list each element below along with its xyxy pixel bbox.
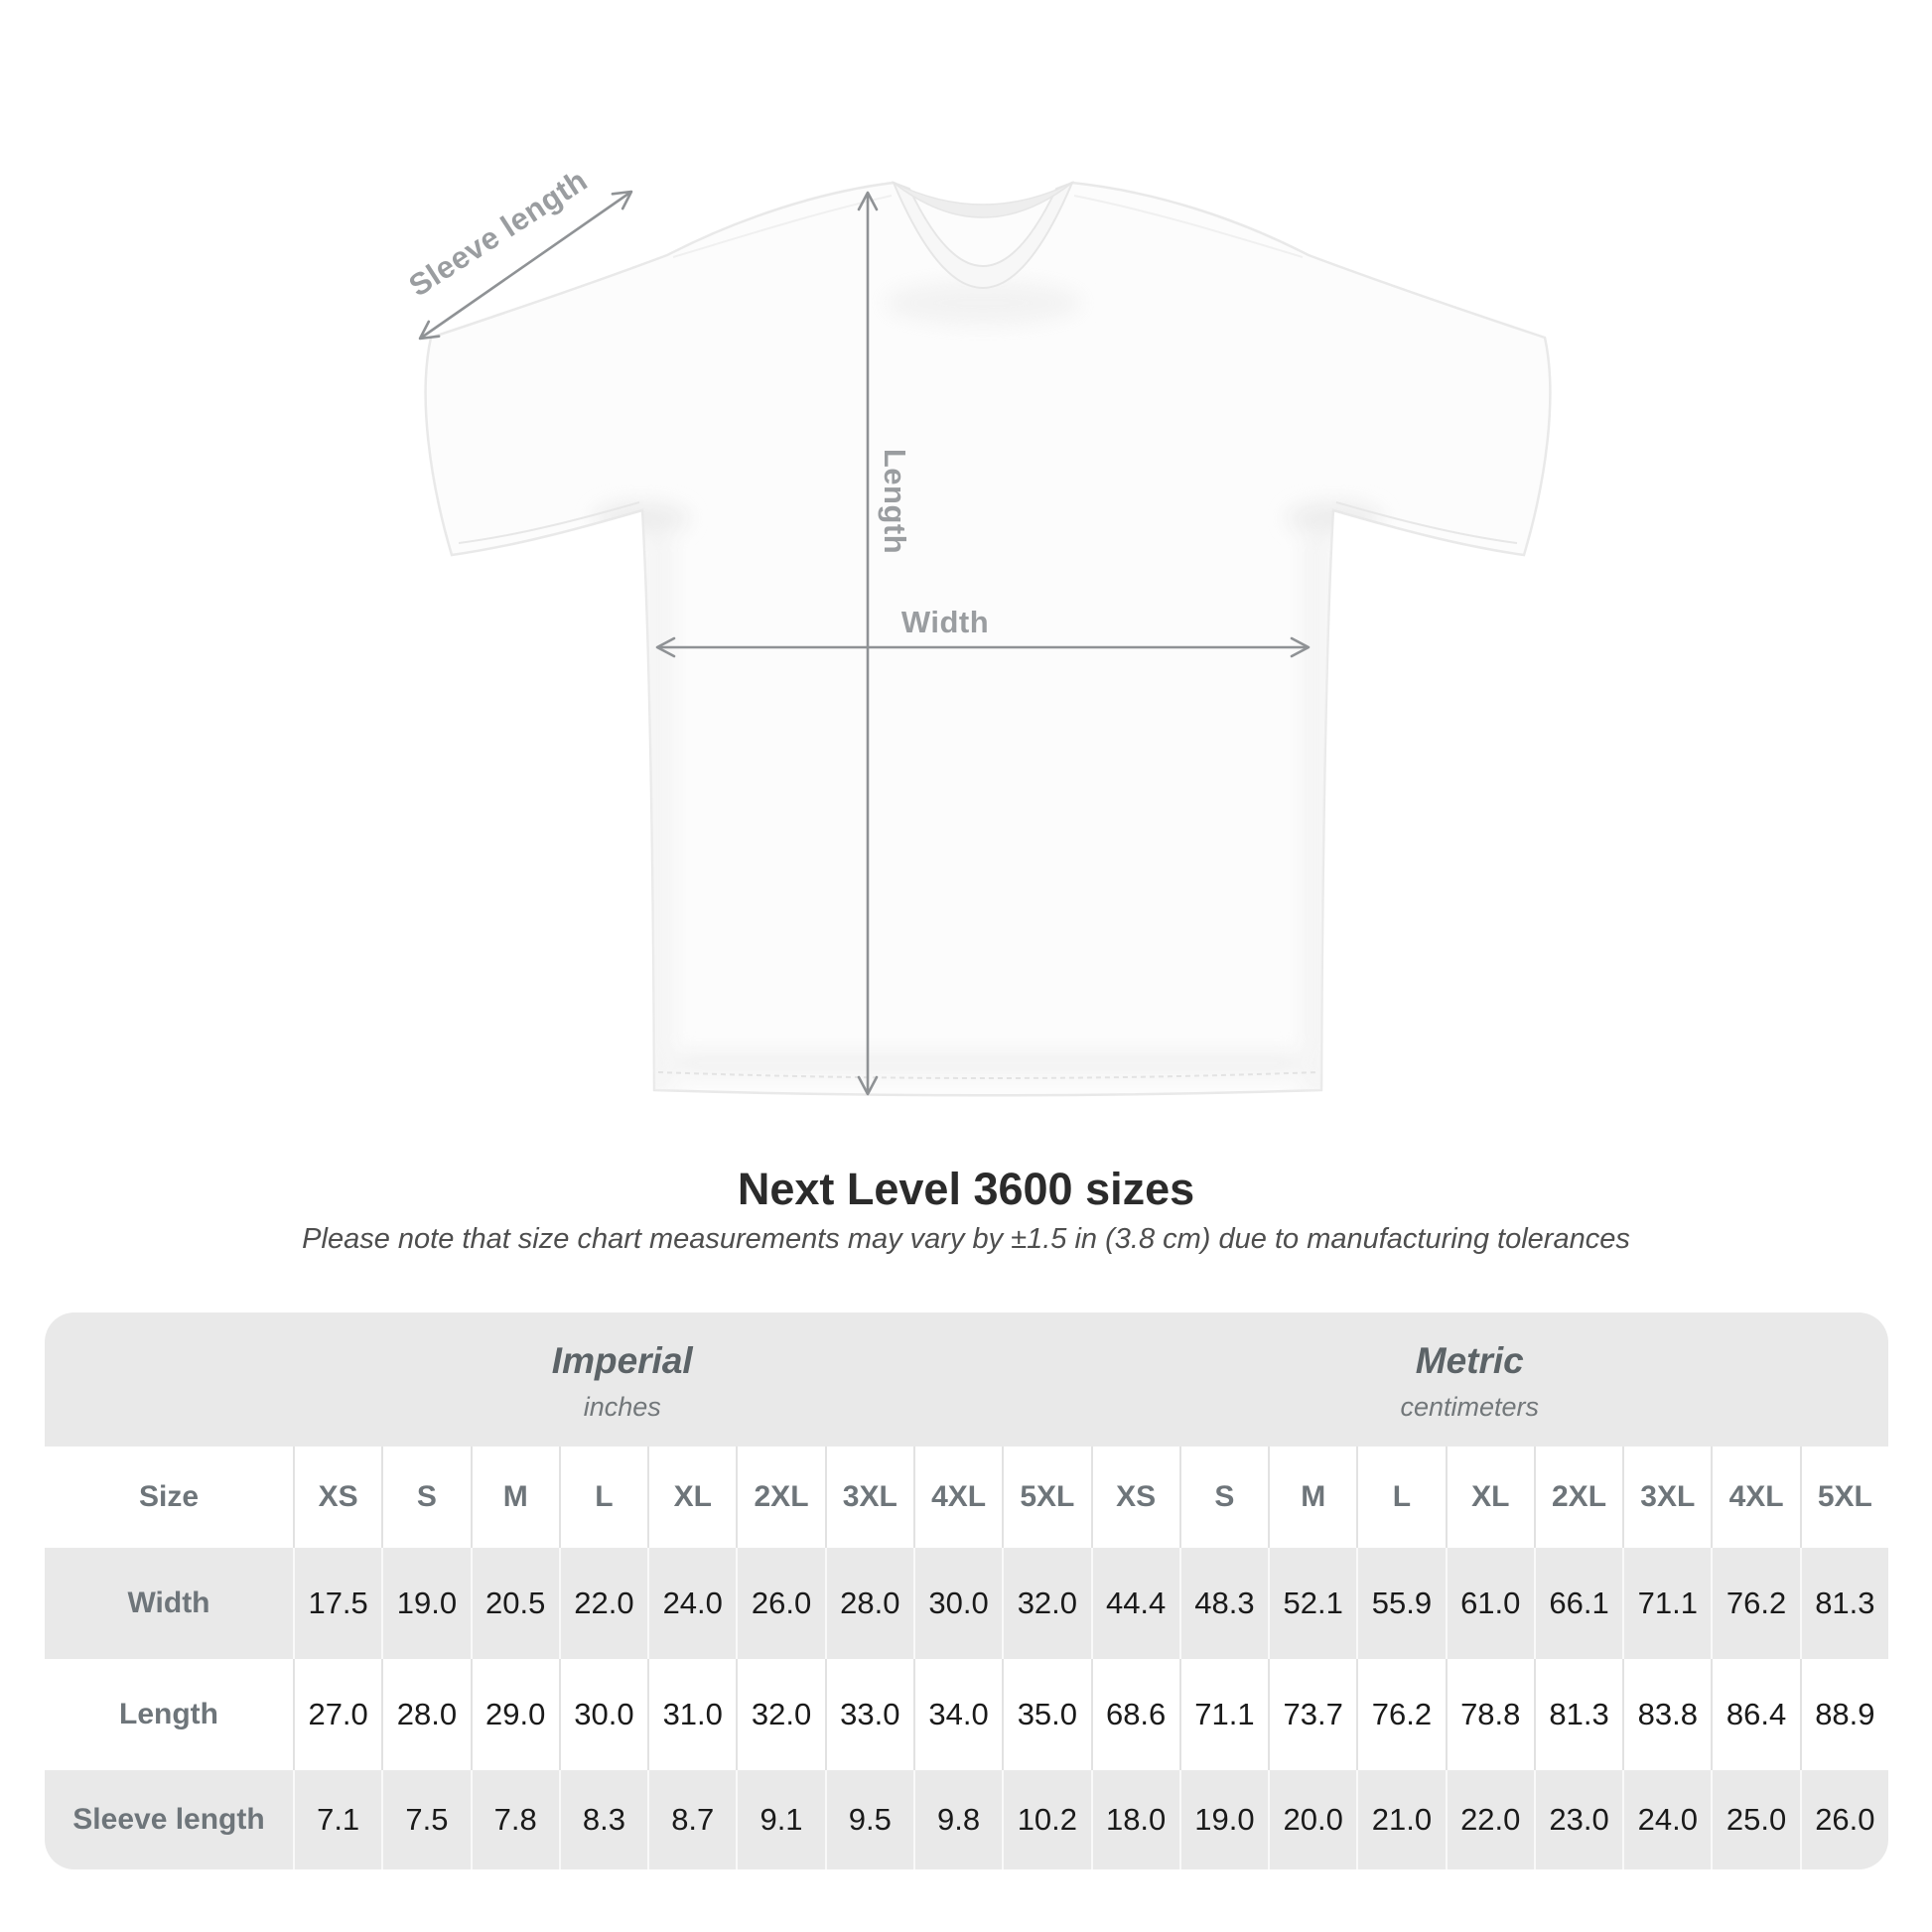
- sleeve-value: 21.0: [1356, 1770, 1445, 1869]
- width-value: 61.0: [1446, 1548, 1534, 1659]
- sleeve-value: 7.5: [381, 1770, 470, 1869]
- sleeve-value: 7.8: [471, 1770, 559, 1869]
- unit-group-imperial: [223, 1312, 1022, 1447]
- column-header-xl-in: XL: [647, 1447, 736, 1548]
- length-value: 35.0: [1002, 1659, 1090, 1770]
- row-label-sleeve-length: Sleeve length: [72, 1803, 265, 1836]
- length-value: 34.0: [913, 1659, 1002, 1770]
- column-header-xs-cm: XS: [1091, 1447, 1179, 1548]
- imperial-label: Imperial: [551, 1340, 693, 1381]
- sleeve-value: 24.0: [1622, 1770, 1711, 1869]
- width-value: 22.0: [559, 1548, 647, 1659]
- column-header-3xl-cm: 3XL: [1622, 1447, 1711, 1548]
- length-value: 33.0: [825, 1659, 913, 1770]
- width-value: 81.3: [1800, 1548, 1888, 1659]
- tolerance-note: Please note that size chart measurements may vary by ±1.5 in (3.8 cm) due to manufacturing tolerances: [302, 1223, 1630, 1255]
- row-label-width: Width: [127, 1587, 210, 1619]
- unit-group-band: [45, 1312, 1888, 1447]
- length-value: 88.9: [1800, 1659, 1888, 1770]
- sleeve-value: 20.0: [1268, 1770, 1356, 1869]
- page-title: Next Level 3600 sizes: [737, 1164, 1195, 1214]
- length-label: Length: [878, 448, 912, 555]
- column-header-3xl-in: 3XL: [825, 1447, 913, 1548]
- sleeve-value: 7.1: [293, 1770, 381, 1869]
- width-value: 52.1: [1268, 1548, 1356, 1659]
- table-row-length: [45, 1659, 1888, 1770]
- sleeve-value: 9.8: [913, 1770, 1002, 1869]
- column-header-s-in: S: [381, 1447, 470, 1548]
- column-header-xs-in: XS: [293, 1447, 381, 1548]
- column-header-l-in: L: [559, 1447, 647, 1548]
- column-header-4xl-cm: 4XL: [1711, 1447, 1799, 1548]
- length-value: 29.0: [471, 1659, 559, 1770]
- length-value: 32.0: [736, 1659, 824, 1770]
- column-header-l-cm: L: [1356, 1447, 1445, 1548]
- sleeve-value: 8.7: [647, 1770, 736, 1869]
- width-value: 24.0: [647, 1548, 736, 1659]
- width-value: 66.1: [1534, 1548, 1622, 1659]
- metric-unit: centimeters: [1400, 1392, 1540, 1422]
- metric-label: Metric: [1415, 1340, 1524, 1381]
- length-value: 27.0: [293, 1659, 381, 1770]
- width-value: 26.0: [736, 1548, 824, 1659]
- column-header-xl-cm: XL: [1446, 1447, 1534, 1548]
- unit-group-metric: [1071, 1312, 1869, 1447]
- table-row-sleeve-length: [45, 1770, 1888, 1869]
- length-value: 86.4: [1711, 1659, 1799, 1770]
- width-value: 55.9: [1356, 1548, 1445, 1659]
- length-value: 78.8: [1446, 1659, 1534, 1770]
- column-header-2xl-in: 2XL: [736, 1447, 824, 1548]
- sleeve-value: 8.3: [559, 1770, 647, 1869]
- sleeve-value: 9.1: [736, 1770, 824, 1869]
- column-header-m-cm: M: [1268, 1447, 1356, 1548]
- width-value: 76.2: [1711, 1548, 1799, 1659]
- width-value: 19.0: [381, 1548, 470, 1659]
- row-label-length: Length: [119, 1698, 218, 1730]
- length-value: 76.2: [1356, 1659, 1445, 1770]
- column-header-m-in: M: [471, 1447, 559, 1548]
- length-value: 28.0: [381, 1659, 470, 1770]
- sleeve-value: 23.0: [1534, 1770, 1622, 1869]
- length-value: 31.0: [647, 1659, 736, 1770]
- length-value: 81.3: [1534, 1659, 1622, 1770]
- sleeve-value: 26.0: [1800, 1770, 1888, 1869]
- column-header-2xl-cm: 2XL: [1534, 1447, 1622, 1548]
- width-value: 30.0: [913, 1548, 1002, 1659]
- column-header-4xl-in: 4XL: [913, 1447, 1002, 1548]
- column-header-s-cm: S: [1179, 1447, 1268, 1548]
- column-header-5xl-cm: 5XL: [1800, 1447, 1888, 1548]
- width-value: 48.3: [1179, 1548, 1268, 1659]
- sleeve-value: 19.0: [1179, 1770, 1268, 1869]
- width-value: 17.5: [293, 1548, 381, 1659]
- width-label: Width: [900, 605, 990, 639]
- sleeve-value: 10.2: [1002, 1770, 1090, 1869]
- sleeve-value: 25.0: [1711, 1770, 1799, 1869]
- imperial-unit: inches: [583, 1392, 661, 1422]
- sleeve-length-label: Sleeve length: [402, 162, 594, 304]
- size-table: [45, 1312, 1888, 1869]
- length-value: 71.1: [1179, 1659, 1268, 1770]
- table-header-row: [45, 1447, 1888, 1548]
- length-value: 68.6: [1091, 1659, 1179, 1770]
- table-row-width: [45, 1548, 1888, 1659]
- width-value: 44.4: [1091, 1548, 1179, 1659]
- length-value: 73.7: [1268, 1659, 1356, 1770]
- sleeve-value: 9.5: [825, 1770, 913, 1869]
- sleeve-value: 18.0: [1091, 1770, 1179, 1869]
- width-value: 71.1: [1622, 1548, 1711, 1659]
- width-value: 20.5: [471, 1548, 559, 1659]
- sleeve-value: 22.0: [1446, 1770, 1534, 1869]
- size-header-label: Size: [138, 1480, 200, 1513]
- length-value: 83.8: [1622, 1659, 1711, 1770]
- width-value: 32.0: [1002, 1548, 1090, 1659]
- column-header-5xl-in: 5XL: [1002, 1447, 1090, 1548]
- width-value: 28.0: [825, 1548, 913, 1659]
- length-value: 30.0: [559, 1659, 647, 1770]
